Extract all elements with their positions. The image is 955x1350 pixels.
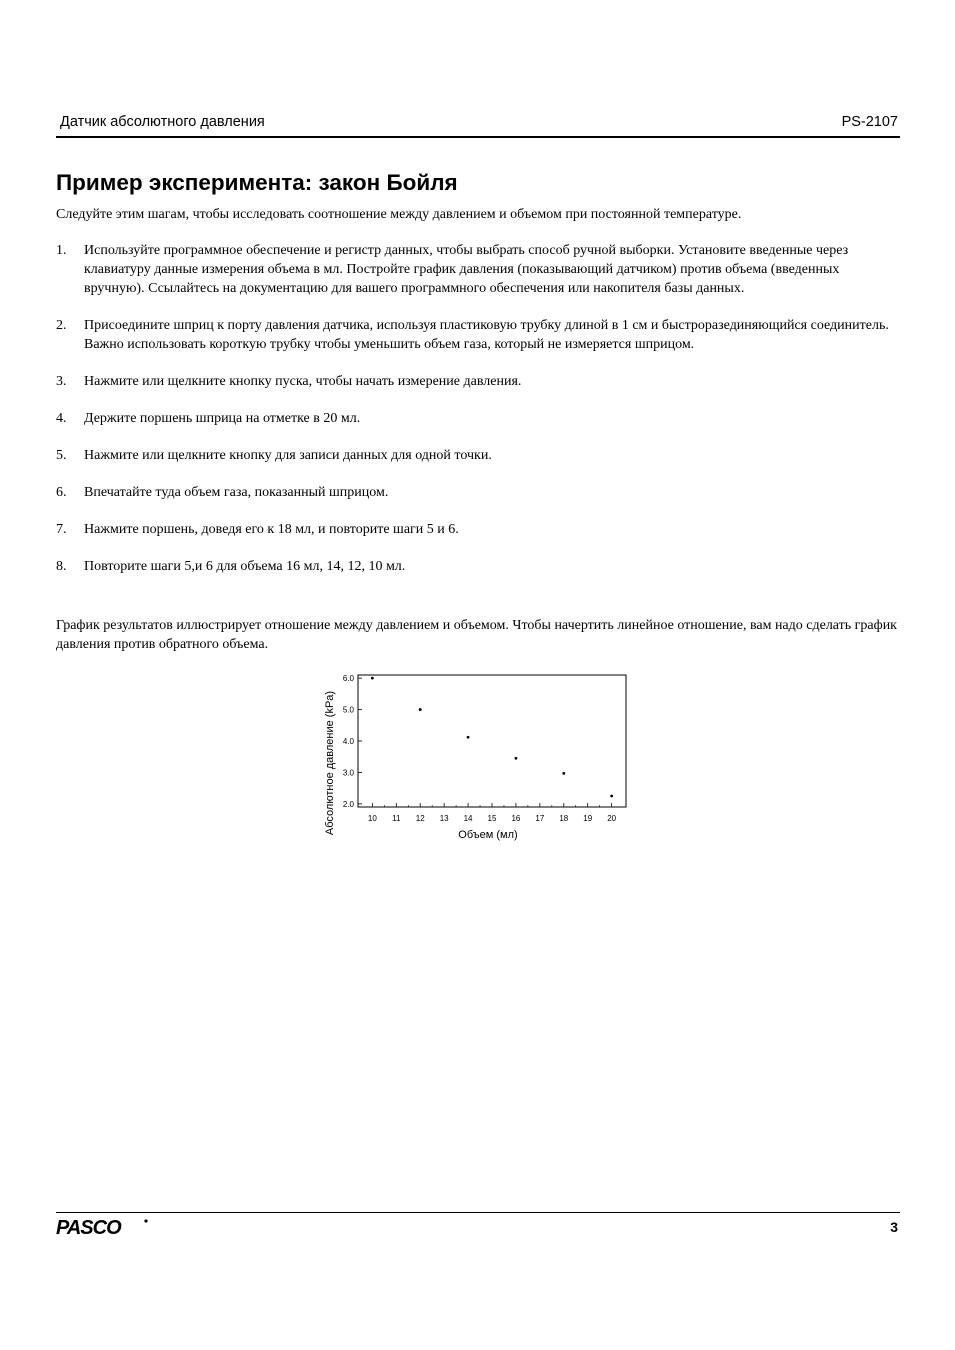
y-axis-label: Абсолютное давление (kPa)	[324, 690, 336, 836]
step-item	[56, 483, 902, 502]
step-item	[56, 372, 902, 391]
intro-paragraph: Следуйте этим шагам, чтобы исследовать соотношение между давлением и объемом при постоянной температуре.	[56, 207, 742, 222]
y-axis	[343, 674, 362, 809]
step-text: Держите поршень шприца на отметке в 20 мл.	[84, 411, 361, 426]
step-text: Нажмите или щелкните кнопку для записи данных для одной точки.	[84, 448, 492, 463]
x-tick-label: 13	[439, 814, 449, 823]
plot-frame	[358, 675, 626, 807]
step-text: Впечатайте туда объем газа, показанный шприцом.	[84, 485, 389, 500]
step-item	[56, 316, 902, 354]
x-axis	[368, 803, 617, 823]
footer-rule	[56, 1212, 900, 1213]
step-item	[56, 520, 902, 539]
data-point	[467, 736, 470, 739]
step-item	[56, 409, 902, 428]
step-number: 6.	[56, 485, 67, 500]
y-tick-label: 3.0	[342, 768, 354, 778]
x-axis-label: Объем (мл)	[458, 829, 518, 841]
data-point	[562, 772, 565, 775]
step-number: 4.	[56, 411, 67, 426]
running-header-title: Датчик абсолютного давления	[60, 114, 265, 130]
data-point	[371, 677, 374, 680]
section-title: Пример эксперимента: закон Бойля	[56, 170, 458, 195]
registered-mark-icon	[144, 1219, 147, 1222]
step-number: 2.	[56, 318, 67, 333]
pasco-logo	[54, 1216, 154, 1238]
step-item	[56, 241, 902, 298]
data-point	[610, 795, 613, 798]
step-item	[56, 557, 902, 576]
step-number: 3.	[56, 374, 67, 389]
x-tick-label: 20	[607, 814, 617, 823]
step-text: Используйте программное обеспечение и регистр данных, чтобы выбрать способ ручной выборки. Установите введенные через клавиатуру данные измерения объема в мл. Постройте график давления (показывающий датчиком) против объема (введенных вручную). Ссылайтесь на документацию для вашего программного обеспечения или накопителя базы данных.	[84, 243, 849, 296]
header-rule	[56, 136, 900, 138]
x-tick-label: 16	[511, 814, 521, 823]
closing-paragraph: График результатов иллюстрирует отношение между давлением и объемом. Чтобы начертить линейное отношение, вам надо сделать график давления против обратного объема.	[56, 618, 897, 652]
y-tick-label: 2.0	[342, 799, 354, 809]
x-tick-label: 10	[367, 814, 377, 823]
x-tick-label: 11	[392, 814, 401, 823]
data-point	[515, 757, 518, 760]
x-tick-label: 15	[487, 814, 497, 823]
step-text: Нажмите или щелкните кнопку пуска, чтобы начать измерение давления.	[84, 374, 522, 389]
x-tick-label: 18	[559, 814, 569, 823]
step-text: Нажмите поршень, доведя его к 18 мл, и повторите шаги 5 и 6.	[84, 522, 459, 537]
running-header-model: PS-2107	[841, 114, 898, 130]
steps-list	[56, 241, 902, 594]
y-tick-label: 5.0	[342, 705, 354, 715]
data-point	[419, 708, 422, 711]
data-points	[371, 677, 613, 798]
step-number: 5.	[56, 448, 67, 463]
step-number: 1.	[56, 243, 67, 258]
x-tick-label: 19	[583, 814, 593, 823]
step-text: Повторите шаги 5,и 6 для объема 16 мл, 14, 12, 10 мл.	[84, 559, 406, 574]
step-text: Присоедините шприц к порту давления датчика, используя пластиковую трубку длиной в 1 см и быстроразединяющийся соединитель. Важно использовать короткую трубку чтобы уменьшить объем газа, который не измеряется шприцом.	[84, 318, 889, 352]
pasco-logo-wordmark: PASCO	[56, 1217, 121, 1238]
y-tick-label: 4.0	[342, 737, 354, 746]
step-number: 7.	[56, 522, 67, 537]
step-number: 8.	[56, 559, 67, 574]
step-item	[56, 446, 902, 465]
x-tick-label: 12	[415, 814, 425, 823]
pressure-volume-chart	[318, 670, 638, 850]
page-number: 3	[890, 1219, 898, 1235]
x-tick-label: 14	[463, 814, 473, 823]
y-tick-label: 6.0	[342, 674, 354, 684]
x-tick-label: 17	[535, 814, 545, 823]
